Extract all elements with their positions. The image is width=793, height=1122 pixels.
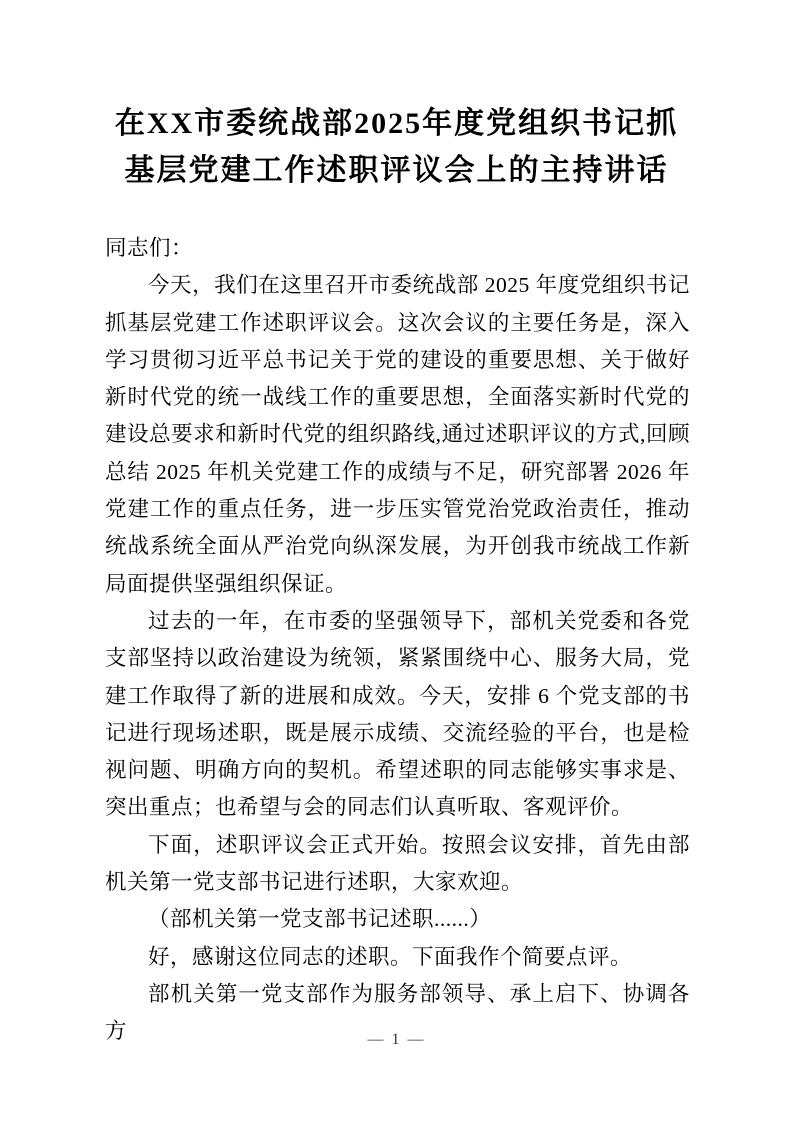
document-title xyxy=(0,0,793,194)
document-title-line-1: 在XX市委统战部2025年度党组织书记抓 xyxy=(114,107,679,140)
page-number: — 1 — xyxy=(367,1031,426,1048)
paragraph-opening: 今天，我们在这里召开市委统战部 2025 年度党组织书记抓基层党建工作述职评议会。这次会议的主要任务是，深入学习贯彻习近平总书记关于党的建设的重要思想、关于做好新时代党的统一战线工作的重要思想，全面落实新时代党的建设总要求和新时代党的组织路线,通过述职评议的方式,回顾总结 2025 年机关党建工作的成绩与不足，研究部署 2026 年党建工作的重点任务，进一步压实管党治党政治责任，推动统战系统全面从严治党向纵深发展，为开创我市统战工作新局面提供坚强组织保证。 xyxy=(105,273,690,596)
paragraph-thanks-comment: 好，感谢这位同志的述职。下面我作个简要点评。 xyxy=(148,944,633,969)
paragraph-review-past-year: 过去的一年，在市委的坚强领导下，部机关党委和各党支部坚持以政治建设为统领，紧紧围绕中心、服务大局，党建工作取得了新的进展和成效。今天，安排 6 个党支部的书记进行现场述职，既是展示成绩、交流经验的平台，也是检视问题、明确方向的契机。希望述职的同志能够实事求是、突出重点；也希望与会的同志们认真听取、客观评价。 xyxy=(105,608,690,820)
paragraph-first-branch-cutoff: 部机关第一党支部作为服务部领导、承上启下、协调各方 xyxy=(105,981,690,1044)
salutation: 同志们： xyxy=(105,236,194,260)
paragraph-stage-direction: （部机关第一党支部书记述职......） xyxy=(148,907,492,932)
document-body xyxy=(105,230,690,1051)
document-title-line-2: 基层党建工作述职评议会上的主持讲话 xyxy=(124,154,669,187)
paragraph-meeting-start: 下面，述职评议会正式开始。按照会议安排，首先由部机关第一党支部书记进行述职，大家欢迎。 xyxy=(105,832,690,895)
